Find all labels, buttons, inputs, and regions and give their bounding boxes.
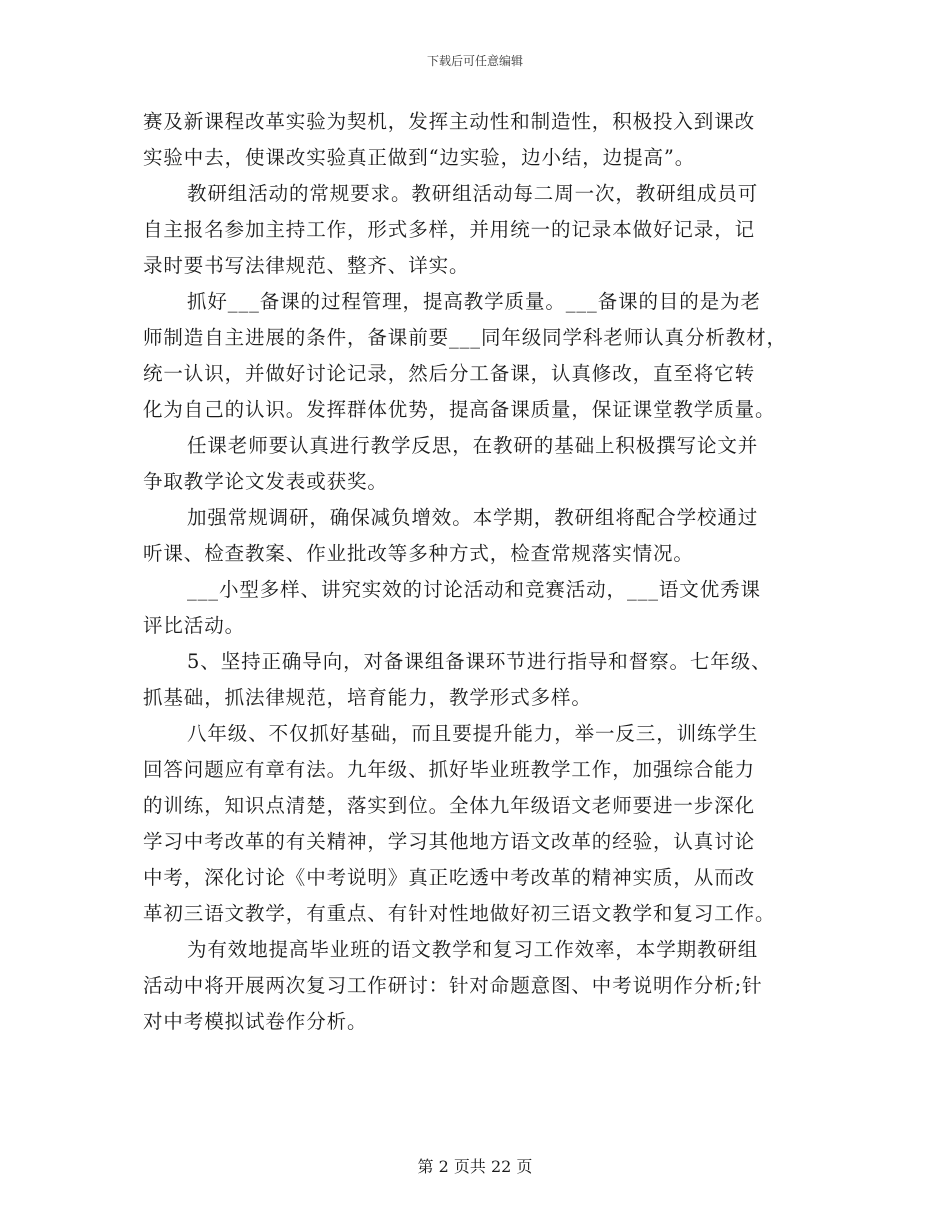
text-line: 抓好___备课的过程管理，提高教学质量。___备课的目的是为老 — [187, 290, 761, 313]
paragraph — [143, 572, 807, 644]
text-line: ___小型多样、讲究实效的讨论活动和竞赛活动，___语文优秀课 — [187, 578, 761, 601]
text-line: 赛及新课程改革实验为契机，发挥主动性和制造性，积极投入到课改 — [143, 110, 756, 133]
paragraph — [143, 644, 807, 716]
text-line: 加强常规调研，确保减负增效。本学期，教研组将配合学校通过 — [187, 506, 759, 529]
text-line: 学习中考改革的有关精神，学习其他地方语文改革的经验，认真讨论 — [143, 830, 756, 853]
text-line: 对中考模拟试卷作分析。 — [143, 1010, 368, 1033]
text-line: 争取教学论文发表或获奖。 — [143, 470, 388, 493]
text-line: 任课老师要认真进行教学反思，在教研的基础上积极撰写论文并 — [187, 434, 759, 457]
text-line: 评比活动。 — [143, 614, 246, 637]
text-line: 实验中去，使课改实验真正做到“边实验，边小结，边提高”。 — [143, 146, 696, 169]
text-line: 中考，深化讨论《中考说明》真正吃透中考改革的精神实质，从而改 — [143, 866, 756, 889]
text-line: 教研组活动的常规要求。教研组活动每二周一次，教研组成员可 — [187, 182, 759, 205]
paragraph — [143, 716, 807, 932]
paragraph — [143, 104, 807, 176]
paragraph — [143, 500, 807, 572]
text-line: 抓基础，抓法律规范，培育能力，教学形式多样。 — [143, 686, 592, 709]
text-line: 回答问题应有章有法。九年级、抓好毕业班教学工作，加强综合能力 — [143, 758, 756, 781]
page-footer: 第 2 页共 22 页 — [417, 1157, 533, 1176]
text-line: 活动中将开展两次复习工作研讨：针对命题意图、中考说明作分析;针 — [143, 974, 763, 997]
paragraph — [143, 428, 807, 500]
text-line: 化为自己的认识。发挥群体优势，提高备课质量，保证课堂教学质量。 — [143, 398, 776, 421]
text-line: 自主报名参加主持工作，形式多样，并用统一的记录本做好记录，记 — [143, 218, 756, 241]
text-line: 统一认识，并做好讨论记录，然后分工备课，认真修改，直至将它转 — [143, 362, 756, 385]
paragraph — [143, 932, 807, 1040]
text-line: 革初三语文教学，有重点、有针对性地做好初三语文教学和复习工作。 — [143, 902, 776, 925]
paragraph — [143, 176, 807, 284]
text-line: 录时要书写法律规范、整齐、详实。 — [143, 254, 470, 277]
document-body — [143, 104, 807, 1040]
text-line: 为有效地提高毕业班的语文教学和复习工作效率，本学期教研组 — [187, 938, 759, 961]
text-line: 八年级、不仅抓好基础，而且要提升能力，举一反三，训练学生 — [187, 722, 759, 745]
paragraph — [143, 284, 807, 428]
text-line: 师制造自主进展的条件，备课前要___同年级同学科老师认真分析教材， — [143, 326, 787, 349]
text-line: 5、坚持正确导向，对备课组备课环节进行指导和督察。七年级、 — [187, 650, 772, 673]
text-line: 听课、检查教案、作业批改等多种方式，检查常规落实情况。 — [143, 542, 694, 565]
text-line: 的训练，知识点清楚，落实到位。全体九年级语文老师要进一步深化 — [143, 794, 756, 817]
page-header: 下载后可任意编辑 — [426, 54, 523, 68]
